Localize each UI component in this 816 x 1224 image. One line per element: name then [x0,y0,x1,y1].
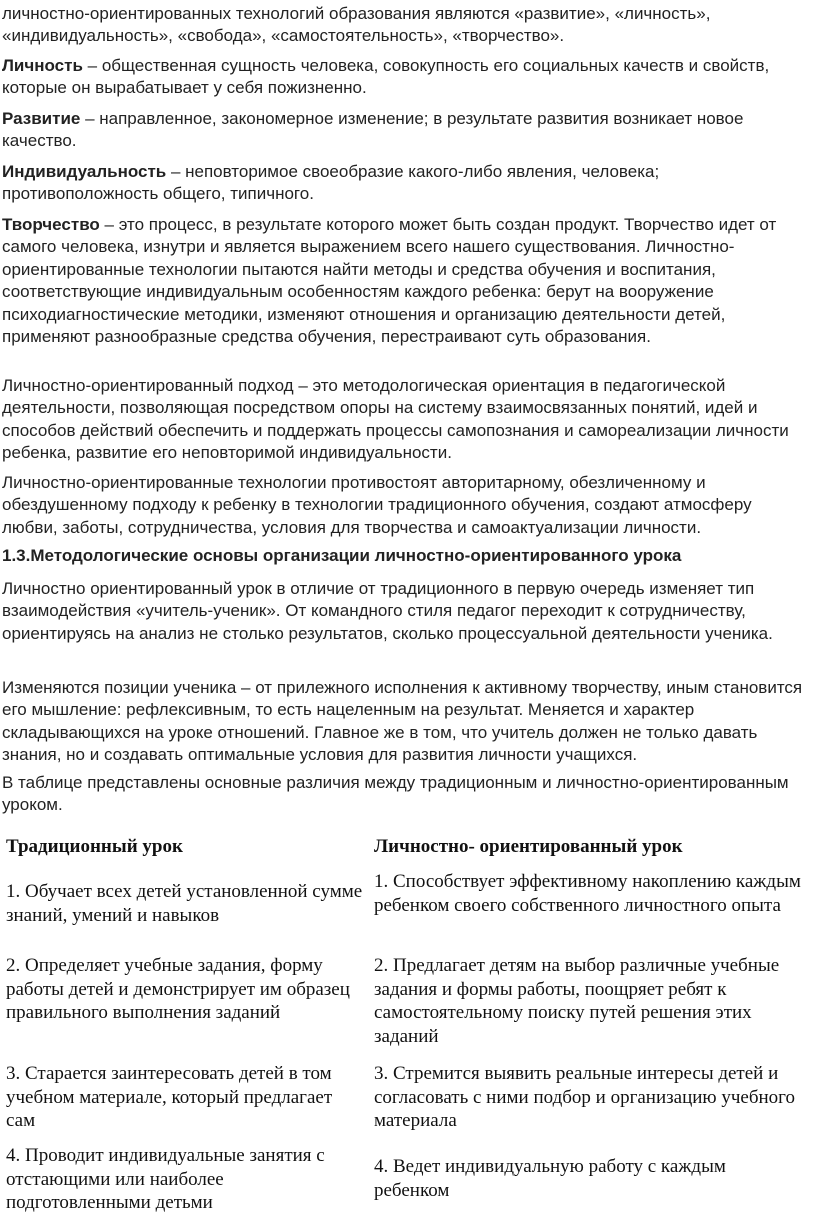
term-individualnost: Индивидуальность [2,162,167,181]
definition-razvitie: – направленное, закономерное изменение; в результате развития возникает новое качество. [2,109,744,151]
section-heading: 1.3.Методологические основы организации личностно-ориентированного урока [2,546,682,565]
table-cell-row4-personal: 4. Ведет индивидуальную работу с каждым ребенком [374,1156,726,1201]
table-header-traditional: Традиционный урок [6,836,183,857]
term-razvitie: Развитие [2,109,81,128]
table-cell-row4-traditional: 4. Проводит индивидуальные занятия с отстающими или наиболее подготовленными детьми [6,1145,325,1213]
paragraph-lesson: Личностно ориентированный урок в отличие от традиционного в первую очередь изменяет тип взаимодействия «учитель-ученик». От командного стиля педагог переходит к сотрудничеству, ориентируясь на анализ не столько результатов, сколько процессуальной деятельности ученика. [2,579,773,643]
paragraph-intro: личностно-ориентированных технологий образования являются «развитие», «личность», «индивидуальность», «свобода», «самостоятельность», «творчество». [2,4,711,46]
term-lichnost: Личность [2,56,83,75]
paragraph-tvorchestvo [2,214,792,348]
paragraph-razvitie [2,108,802,153]
definition-tvorchestvo: – это процесс, в результате которого может быть создан продукт. Творчество идет от самого человека, изнутри и является выражением всего нашего существования. Личностно-ориентированные технологии пытаются найти методы и средства обучения и воспитания, соответствующие индивидуальным особенностям каждого ребенка: берут на вооружение психодиагностические методики, изменяют отношения и организацию деятельности детей, применяют разнообразные средства обучения, перестраивают суть образования. [2,215,777,347]
table-cell-row3-traditional: 3. Старается заинтересовать детей в том учебном материале, который предлагает сам [6,1063,333,1131]
table-cell-row2-personal: 2. Предлагает детям на выбор различные учебные задания и формы работы, поощряет ребят к самостоятельному поиску путей решения этих заданий [374,955,780,1047]
table-cell-row1-traditional: 1. Обучает всех детей установленной сумме знаний, умений и навыков [6,881,363,926]
paragraph-technologies: Личностно-ориентированные технологии противостоят авторитарному, обезличенному и обездушенному подходу к ребенку в технологии традиционного обучения, создают атмосферу любви, заботы, сотрудничества, условия для творчества и самоактуализации личности. [2,473,752,537]
table-header-personal: Личностно- ориентированный урок [374,836,683,857]
definition-lichnost: – общественная сущность человека, совокупность его социальных качеств и свойств, которые он вырабатывает у себя пожизненно. [2,56,770,98]
table-cell-row3-personal: 3. Стремится выявить реальные интересы детей и согласовать с ними подбор и организацию учебного материала [374,1063,795,1131]
paragraph-student-positions: Изменяются позиции ученика – от прилежного исполнения к активному творчеству, иным становится его мышление: рефлексивным, то есть нацеленным на результат. Меняется и характер складывающихся на уроке отношений. Главное же в том, что учитель должен не только давать знания, но и создавать оптимальные условия для развития личности учащихся. [2,678,803,765]
paragraph-table-intro: В таблице представлены основные различия между традиционным и личностно-ориентированным уроком. [2,773,789,815]
table-cell-row1-personal: 1. Способствует эффективному накоплению каждым ребенком своего собственного личностного опыта [374,871,801,916]
paragraph-lichnost [2,55,792,100]
paragraph-approach: Личностно-ориентированный подход – это методологическая ориентация в педагогической деятельности, позволяющая посредством опоры на систему взаимосвязанных понятий, идей и способов действий обеспечить и поддержать процессы самопознания и самореализации личности ребенка, развитие его неповторимой индивидуальности. [2,376,789,463]
table-cell-row2-traditional: 2. Определяет учебные задания, форму работы детей и демонстрирует им образец правильного выполнения заданий [6,955,350,1023]
definition-individualnost: – неповторимое своеобразие какого-либо явления, человека; противоположность общего, типичного. [2,162,660,204]
paragraph-individualnost [2,161,792,206]
term-tvorchestvo: Творчество [2,215,100,234]
